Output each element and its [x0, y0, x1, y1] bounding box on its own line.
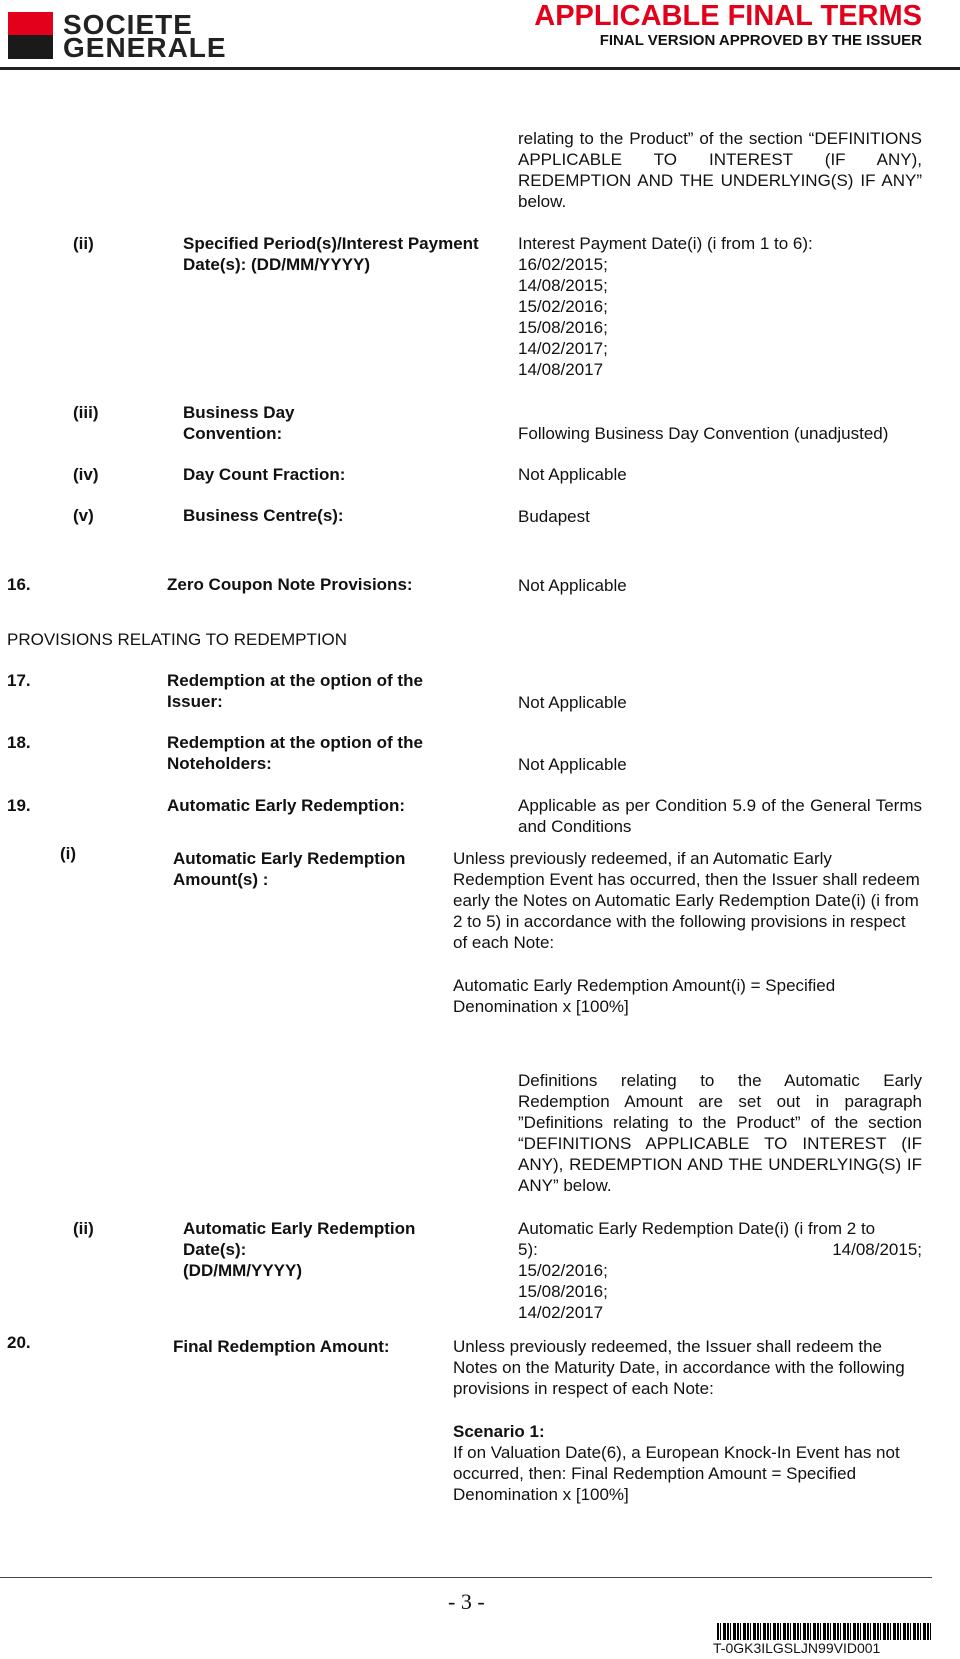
value-intro: Interest Payment Date(i) (i from 1 to 6): [518, 234, 813, 253]
item-label: Issuer: [167, 692, 223, 711]
item-label: Business Day [183, 403, 295, 422]
document-title: APPLICABLE FINAL TERMS [534, 0, 922, 32]
item-value: Not Applicable [518, 693, 627, 712]
logo-text-bottom: GENERALE [63, 32, 227, 63]
item-label: Date(s): [183, 1240, 247, 1259]
item-number: 17. [7, 671, 31, 690]
item-label: (DD/MM/YYYY) [183, 1261, 302, 1280]
item-value: Not Applicable [518, 755, 627, 774]
item-number: 19. [7, 796, 31, 815]
header-divider [0, 67, 960, 70]
item-label: Day Count Fraction: [183, 465, 346, 484]
value-line-split [518, 1239, 922, 1260]
date-line: 14/02/2017 [518, 1303, 604, 1322]
scenario-text: If on Valuation Date(6), a European Knock-In Event has not occurred, then: Final Redemption Amount = Specified Denomination x [100%] [453, 1443, 900, 1504]
item-label: Automatic Early Redemption [173, 849, 406, 868]
date-line: 14/08/2015; [518, 276, 608, 295]
item-label: Noteholders: [167, 754, 272, 773]
date-line: 14/08/2017 [518, 360, 604, 379]
barcode [717, 1623, 932, 1640]
item-value [518, 233, 922, 380]
item-value: Following Business Day Convention (unadjusted) [518, 424, 889, 443]
item-label: Redemption at the option of the [167, 671, 423, 690]
date-line: 15/08/2016; [518, 318, 608, 337]
item-value-paragraph: Unless previously redeemed, if an Automatic Early Redemption Event has occurred, then the Issuer shall redeem early the Notes on Automatic Early Redemption Date(i) (i from 2 to 5) in accordance with the following provisions in respect of each Note: [453, 849, 920, 952]
item-number: 18. [7, 733, 31, 752]
document-subtitle: FINAL VERSION APPROVED BY THE ISSUER [599, 32, 922, 49]
societe-generale-logo-mark [8, 12, 53, 59]
item-number: 20. [7, 1333, 31, 1352]
definitions-text: Definitions relating to the Automatic Early Redemption Amount are set out in paragraph ”Definitions relating to the Product” of the section “DEFINITIONS APPLICABLE TO INTEREST (IF ANY), REDEMPTION AND THE UNDERLYING(S) IF ANY” below. [518, 1071, 922, 1195]
item-value: Applicable as per Condition 5.9 of the General Terms and Conditions [518, 796, 922, 836]
date-line: 15/02/2016; [518, 297, 608, 316]
item-value [518, 1218, 922, 1323]
value-fragment: 5): [518, 1240, 538, 1259]
item-value-formula: Automatic Early Redemption Amount(i) = Specified Denomination x [100%] [453, 976, 836, 1016]
logo-text-top: SOCIETE [63, 9, 193, 40]
section-heading: PROVISIONS RELATING TO REDEMPTION [7, 630, 348, 649]
item-label: Automatic Early Redemption [183, 1219, 416, 1238]
date-line: 14/08/2015; [832, 1240, 922, 1259]
page-number: - 3 - [448, 1589, 485, 1614]
item-label: Final Redemption Amount: [173, 1337, 390, 1356]
continuation-text: relating to the Product” of the section “DEFINITIONS APPLICABLE TO INTEREST (IF ANY), REDEMPTION AND THE UNDERLYING(S) IF ANY” below. [518, 129, 922, 211]
item-label: Zero Coupon Note Provisions: [167, 575, 413, 594]
item-label: Amount(s) : [173, 870, 269, 889]
item-number: (iii) [73, 403, 99, 422]
item-number: (i) [60, 844, 77, 863]
item-value: Not Applicable [518, 465, 627, 484]
date-line: 15/02/2016; [518, 1261, 608, 1280]
item-label: Automatic Early Redemption: [167, 796, 406, 815]
footer-divider [0, 1577, 932, 1578]
value-line: Automatic Early Redemption Date(i) (i from 2 to [518, 1219, 876, 1238]
item-label: Business Centre(s): [183, 506, 344, 525]
item-label: Convention: [183, 424, 283, 443]
item-label: Redemption at the option of the [167, 733, 423, 752]
item-value: Not Applicable [518, 576, 627, 595]
item-number: (ii) [73, 1219, 94, 1238]
item-number: (v) [73, 506, 94, 525]
document-code: T-0GK3ILGSLJN99VID001 [713, 1640, 881, 1656]
date-line: 15/08/2016; [518, 1282, 608, 1301]
date-line: 14/02/2017; [518, 339, 608, 358]
item-value-paragraph: Unless previously redeemed, the Issuer shall redeem the Notes on the Maturity Date, in accordance with the following provisions in respect of each Note: [453, 1337, 905, 1398]
item-value: Budapest [518, 507, 590, 526]
item-label: Specified Period(s)/Interest Payment Date(s): (DD/MM/YYYY) [183, 234, 479, 274]
scenario-title: Scenario 1: [453, 1422, 545, 1441]
item-number: 16. [7, 575, 31, 594]
item-number: (ii) [73, 234, 94, 253]
date-line: 16/02/2015; [518, 255, 608, 274]
item-number: (iv) [73, 465, 99, 484]
